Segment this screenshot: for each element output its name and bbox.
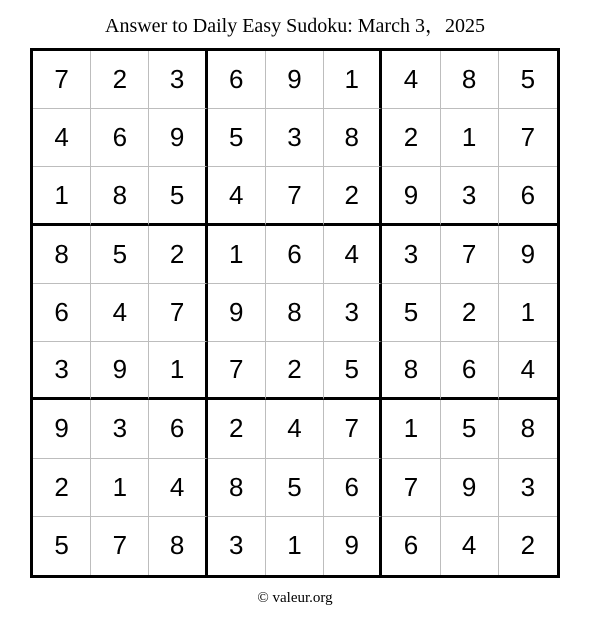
sudoku-cell-r4-c3: 2 [149,226,207,284]
sudoku-cell-r3-c2: 8 [91,167,149,225]
sudoku-cell-r6-c6: 5 [324,342,382,400]
sudoku-cell-r7-c9: 8 [499,400,557,458]
sudoku-cell-r1-c2: 2 [91,51,149,109]
sudoku-cell-r8-c8: 9 [441,459,499,517]
sudoku-cell-r1-c3: 3 [149,51,207,109]
sudoku-cell-r5-c6: 3 [324,284,382,342]
sudoku-cell-r4-c7: 3 [382,226,440,284]
sudoku-cell-r8-c4: 8 [208,459,266,517]
sudoku-cell-r4-c9: 9 [499,226,557,284]
sudoku-cell-r7-c2: 3 [91,400,149,458]
sudoku-cell-r9-c5: 1 [266,517,324,575]
sudoku-cell-r4-c4: 1 [208,226,266,284]
sudoku-cell-r5-c8: 2 [441,284,499,342]
sudoku-cell-r9-c7: 6 [382,517,440,575]
sudoku-cell-r8-c5: 5 [266,459,324,517]
sudoku-cell-r6-c2: 9 [91,342,149,400]
sudoku-cell-r8-c7: 7 [382,459,440,517]
sudoku-cell-r5-c9: 1 [499,284,557,342]
sudoku-cell-r6-c9: 4 [499,342,557,400]
sudoku-cell-r1-c8: 8 [441,51,499,109]
sudoku-cell-r5-c7: 5 [382,284,440,342]
sudoku-cell-r4-c2: 5 [91,226,149,284]
sudoku-board [30,48,560,578]
sudoku-cell-r3-c6: 2 [324,167,382,225]
sudoku-cell-r5-c1: 6 [33,284,91,342]
sudoku-cell-r6-c1: 3 [33,342,91,400]
sudoku-cell-r2-c4: 5 [208,109,266,167]
sudoku-cell-r3-c9: 6 [499,167,557,225]
sudoku-cell-r5-c3: 7 [149,284,207,342]
sudoku-cell-r7-c6: 7 [324,400,382,458]
sudoku-cell-r1-c4: 6 [208,51,266,109]
sudoku-cell-r3-c8: 3 [441,167,499,225]
sudoku-cell-r8-c3: 4 [149,459,207,517]
sudoku-cell-r3-c7: 9 [382,167,440,225]
sudoku-cell-r7-c8: 5 [441,400,499,458]
copyright-footer: © valeur.org [257,590,333,606]
sudoku-cell-r8-c2: 1 [91,459,149,517]
sudoku-cell-r7-c5: 4 [266,400,324,458]
page-title: Answer to Daily Easy Sudoku: March 3，2025 [105,15,485,37]
sudoku-cell-r1-c1: 7 [33,51,91,109]
sudoku-cell-r6-c4: 7 [208,342,266,400]
sudoku-cell-r9-c9: 2 [520,530,536,561]
sudoku-cell-r6-c8: 6 [441,342,499,400]
sudoku-cell-r4-c8: 7 [441,226,499,284]
sudoku-cell-r9-c1: 5 [33,517,91,575]
sudoku-cell-r1-c7: 4 [382,51,440,109]
sudoku-cell-r2-c9: 7 [499,109,557,167]
sudoku-cell-r9-c3: 8 [149,517,207,575]
sudoku-cell-r5-c5: 8 [266,284,324,342]
sudoku-cell-r6-c3: 1 [149,342,207,400]
sudoku-cell-r2-c5: 3 [266,109,324,167]
sudoku-cell-r8-c1: 2 [33,459,91,517]
sudoku-cell-r4-c6: 4 [324,226,382,284]
sudoku-cell-r1-c6: 1 [324,51,382,109]
sudoku-cell-r2-c2: 6 [91,109,149,167]
sudoku-cell-r4-c5: 6 [266,226,324,284]
sudoku-cell-r3-c1: 1 [33,167,91,225]
sudoku-cell-r9-c6: 9 [324,517,382,575]
sudoku-cell-r1-c9: 5 [499,51,557,109]
sudoku-cell-r7-c4: 2 [208,400,266,458]
sudoku-cell-r9-c2: 7 [91,517,149,575]
sudoku-cell-r1-c5: 9 [266,51,324,109]
sudoku-cell-r4-c1: 8 [33,226,91,284]
sudoku-cell-r3-c3: 5 [149,167,207,225]
sudoku-cell-r6-c7: 8 [382,342,440,400]
sudoku-cell-r5-c4: 9 [208,284,266,342]
sudoku-cell-r2-c6: 8 [324,109,382,167]
sudoku-cell-r5-c2: 4 [91,284,149,342]
sudoku-cell-r2-c1: 4 [33,109,91,167]
sudoku-cell-r2-c3: 9 [149,109,207,167]
sudoku-cell-r7-c3: 6 [149,400,207,458]
sudoku-cell-r8-c9: 3 [499,459,557,517]
sudoku-cell-r2-c8: 1 [441,109,499,167]
sudoku-cell-r7-c7: 1 [382,400,440,458]
sudoku-cell-r9-c8: 4 [441,517,499,575]
sudoku-cell-r9-c4: 3 [208,517,266,575]
sudoku-cell-r7-c1: 9 [33,400,91,458]
sudoku-cell-r3-c5: 7 [266,167,324,225]
sudoku-cell-r2-c7: 2 [382,109,440,167]
sudoku-cell-r3-c4: 4 [208,167,266,225]
sudoku-cell-r6-c5: 2 [266,342,324,400]
sudoku-cell-r8-c6: 6 [324,459,382,517]
